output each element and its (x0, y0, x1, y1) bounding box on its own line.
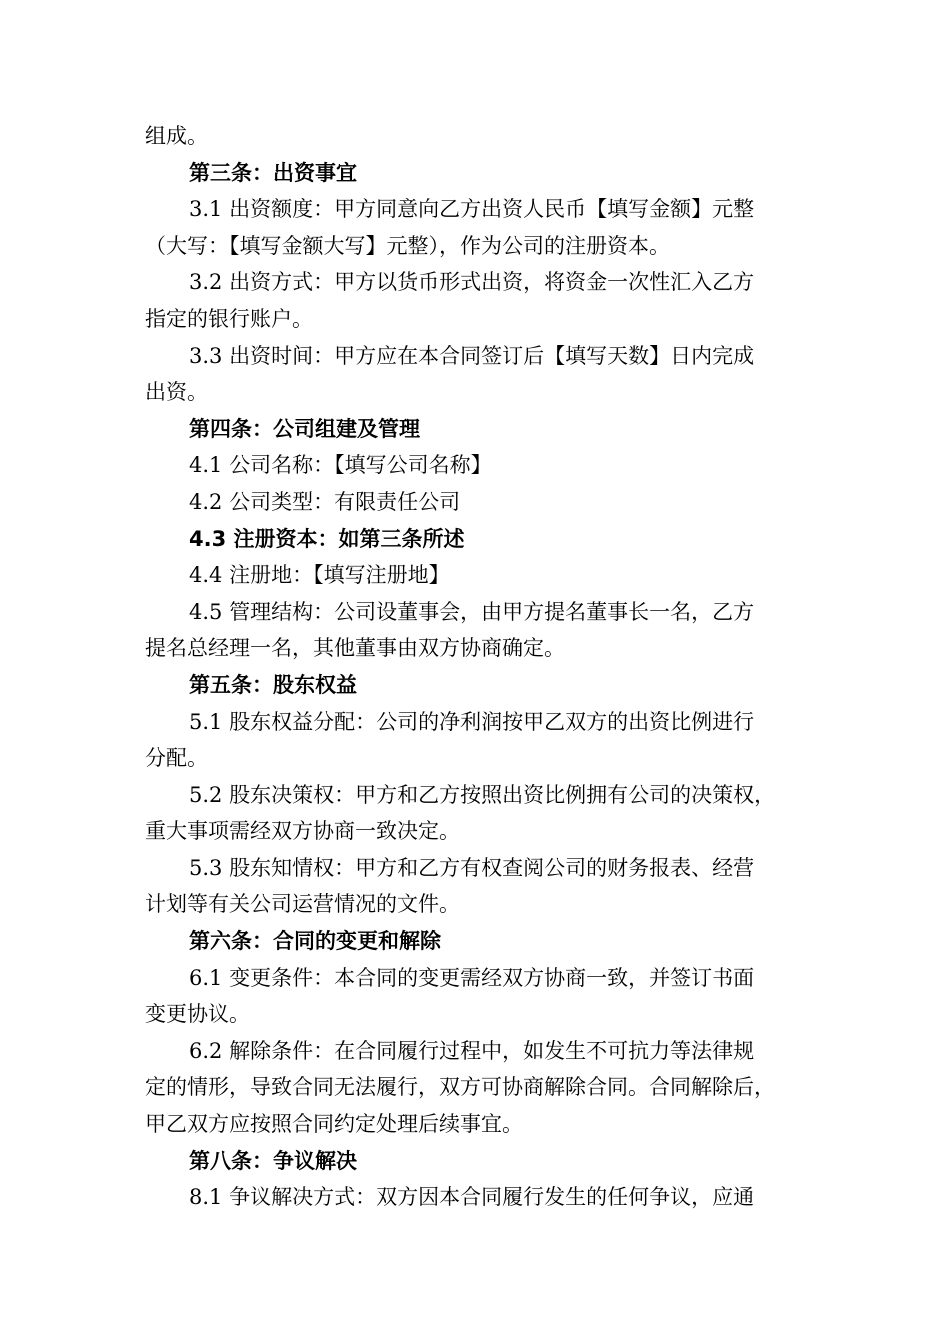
clause-4-3: 4.3 注册资本：如第三条所述 (189, 526, 465, 551)
clause-3-1: 3.1 出资额度：甲方同意向乙方出资人民币【填写金额】元整 (189, 197, 755, 222)
clause-4-1: 4.1 公司名称：【填写公司名称】 (189, 453, 492, 478)
clause-4-2: 4.2 公司类型：有限责任公司 (189, 489, 461, 514)
paragraph-line: 定的情形，导致合同无法履行，双方可协商解除合同。合同解除后， (145, 1075, 775, 1100)
section-heading-3: 第三条：出资事宜 (189, 160, 357, 185)
clause-8-1: 8.1 争议解决方式：双方因本合同履行发生的任何争议，应通 (189, 1185, 755, 1210)
paragraph-line: 组成。 (145, 124, 208, 148)
clause-3-2: 3.2 出资方式：甲方以货币形式出资，将资金一次性汇入乙方 (189, 270, 755, 295)
clause-6-1: 6.1 变更条件：本合同的变更需经双方协商一致，并签订书面 (189, 965, 755, 990)
paragraph-line: 计划等有关公司运营情况的文件。 (145, 892, 460, 917)
paragraph-line: 出资。 (145, 380, 208, 405)
clause-4-4: 4.4 注册地：【填写注册地】 (189, 563, 450, 588)
paragraph-line: （大写：【填写金额大写】元整），作为公司的注册资本。 (145, 233, 670, 258)
paragraph-line: 指定的银行账户。 (145, 306, 313, 331)
paragraph-line: 重大事项需经双方协商一致决定。 (145, 819, 460, 844)
section-heading-8: 第八条：争议解决 (189, 1148, 357, 1173)
clause-3-3: 3.3 出资时间：甲方应在本合同签订后【填写天数】日内完成 (189, 343, 755, 368)
paragraph-line: 变更协议。 (145, 1002, 250, 1027)
paragraph-line: 提名总经理一名，其他董事由双方协商确定。 (145, 636, 565, 661)
clause-5-2: 5.2 股东决策权：甲方和乙方按照出资比例拥有公司的决策权， (189, 782, 776, 807)
paragraph-line: 甲乙双方应按照合同约定处理后续事宜。 (145, 1112, 523, 1137)
clause-6-2: 6.2 解除条件：在合同履行过程中，如发生不可抗力等法律规 (189, 1038, 755, 1063)
section-heading-5: 第五条：股东权益 (189, 672, 357, 697)
section-heading-6: 第六条：合同的变更和解除 (189, 929, 441, 954)
clause-5-1: 5.1 股东权益分配：公司的净利润按甲乙双方的出资比例进行 (189, 709, 755, 734)
clause-4-5: 4.5 管理结构：公司设董事会，由甲方提名董事长一名，乙方 (189, 599, 755, 624)
paragraph-line: 分配。 (145, 746, 208, 771)
clause-5-3: 5.3 股东知情权：甲方和乙方有权查阅公司的财务报表、经营 (189, 855, 755, 880)
section-heading-4: 第四条：公司组建及管理 (189, 416, 420, 441)
document-body (145, 118, 810, 1216)
